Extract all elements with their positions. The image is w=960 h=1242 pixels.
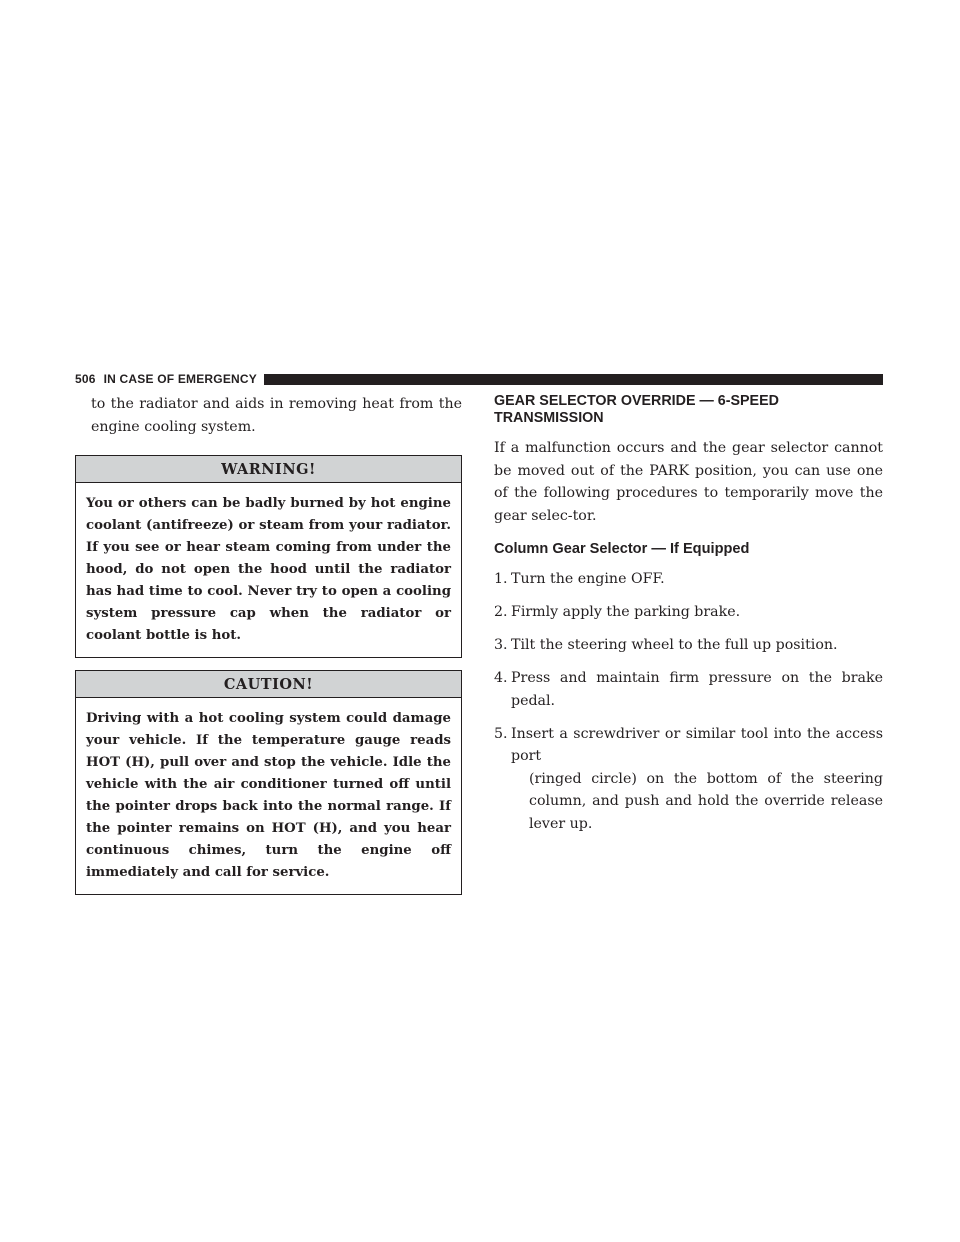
right-column — [494, 393, 883, 846]
caution-box — [75, 670, 462, 895]
section-title: IN CASE OF EMERGENCY — [103, 372, 257, 386]
warning-box — [75, 455, 462, 658]
step-text-first-line: Insert a screwdriver or similar tool into the access port — [511, 725, 883, 764]
override-paragraph: If a malfunction occurs and the gear selector cannot be moved out of the PARK position, you can use one of the following procedures to temporarily move the gear selec-tor. — [494, 440, 883, 524]
step-number: 3. — [494, 637, 508, 653]
intro-paragraph — [75, 393, 462, 438]
heading-line-1: GEAR SELECTOR OVERRIDE — 6-SPEED — [494, 393, 779, 409]
list-item — [494, 601, 883, 624]
step-number: 1. — [494, 571, 508, 587]
warning-title: WARNING! — [76, 456, 461, 483]
list-item — [494, 568, 883, 591]
section-heading — [494, 393, 883, 427]
step-number: 4. — [494, 670, 508, 686]
header-rule — [264, 374, 883, 385]
list-item — [494, 723, 883, 836]
intro-line-1: to the radiator and aids in removing heat from the — [91, 396, 462, 412]
intro-line-2: engine cooling system. — [91, 418, 256, 435]
step-text: Firmly apply the parking brake. — [511, 604, 741, 620]
warning-text: You or others can be badly burned by hot engine coolant (antifreeze) or steam from your radiator. If you see or hear steam coming from under the hood, do not open the hood until the radiator has had time to cool. Never try to open a cooling system pressure cap when the radiator or coolant bottle is hot. — [86, 496, 451, 643]
caution-title: CAUTION! — [76, 671, 461, 698]
step-text: Tilt the steering wheel to the full up position. — [511, 637, 838, 653]
list-item — [494, 634, 883, 657]
step-text — [511, 723, 883, 836]
list-item — [494, 667, 883, 712]
step-number: 2. — [494, 604, 508, 620]
page-header — [75, 372, 883, 386]
step-number: 5. — [494, 725, 508, 742]
running-head — [75, 372, 257, 386]
heading-line-2: TRANSMISSION — [494, 410, 604, 426]
page-number: 506 — [75, 372, 96, 386]
caution-text: Driving with a hot cooling system could damage your vehicle. If the temperature gauge reads HOT (H), pull over and stop the vehicle. Idle the vehicle with the air conditioner turned off until the pointer drops back into the normal range. If the pointer remains on HOT (H), and you hear continuous chimes, turn the engine off immediately and call for service. — [86, 711, 451, 880]
subheading: Column Gear Selector — If Equipped — [494, 541, 750, 557]
step-text: Turn the engine OFF. — [511, 571, 665, 587]
step-text: Press and maintain firm pressure on the brake pedal. — [511, 670, 883, 709]
left-column — [75, 393, 462, 895]
step-text-continuation: (ringed circle) on the bottom of the steering column, and push and hold the override release lever up. — [529, 770, 883, 832]
